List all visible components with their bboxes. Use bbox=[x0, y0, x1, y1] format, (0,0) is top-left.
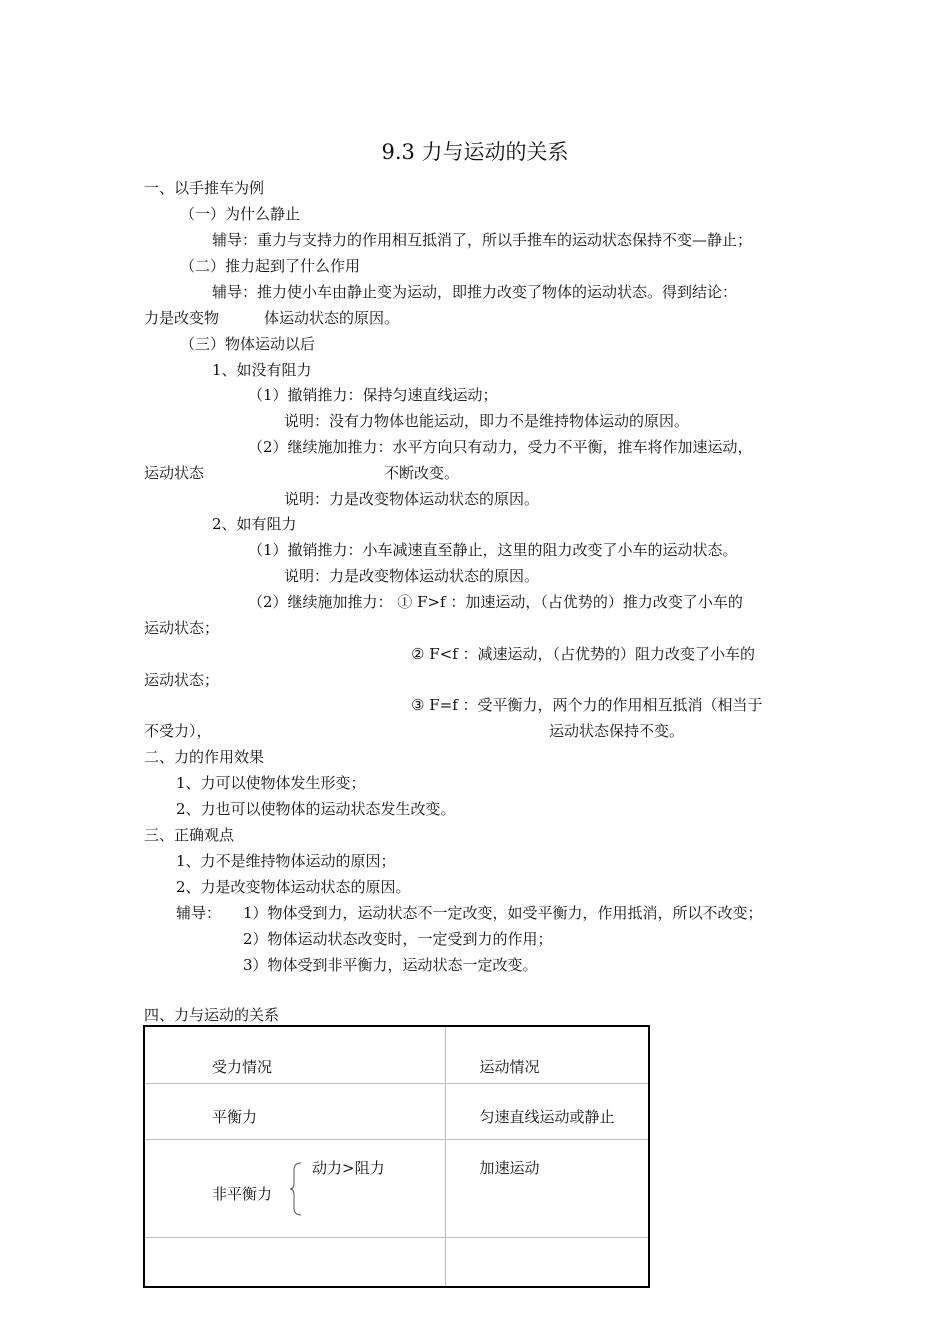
explanation-line: 说明：没有力物体也能运动，即力不是维持物体运动的原因。 bbox=[284, 412, 690, 430]
explanation-line: 说明：力是改变物体运动状态的原因。 bbox=[284, 490, 540, 508]
header-motion: 运动情况 bbox=[479, 1058, 540, 1076]
table-cell bbox=[445, 1237, 649, 1287]
list-item: 2、力是改变物体运动状态的原因。 bbox=[176, 878, 411, 896]
list-item: 2、力也可以使物体的运动状态发生改变。 bbox=[176, 800, 456, 818]
item-line: （1）撤销推力：保持匀速直线运动； bbox=[248, 386, 498, 404]
item-line: （2）继续施加推力： ① F>f ：加速运动，（占优势的）推力改变了小车的 bbox=[248, 593, 743, 611]
table-header-row bbox=[144, 1026, 649, 1083]
item-line: ③ F=f ：受平衡力，两个力的作用相互抵消（相当于 bbox=[411, 696, 763, 714]
table-cell bbox=[144, 1139, 445, 1237]
acceleration-label: 加速运动 bbox=[479, 1158, 540, 1177]
table-row bbox=[144, 1083, 649, 1139]
item-line: ② F<f ：减速运动，（占优势的）阻力改变了小车的 bbox=[411, 645, 756, 663]
table-cell bbox=[144, 1237, 445, 1287]
force-motion-table bbox=[143, 1025, 650, 1288]
explanation-line: 说明：力是改变物体运动状态的原因。 bbox=[284, 567, 540, 585]
subsection-1-a: （一）为什么静止 bbox=[180, 205, 301, 223]
subsection-1-b: （二）推力起到了什么作用 bbox=[180, 257, 361, 275]
section-3-heading: 三、正确观点 bbox=[144, 826, 235, 844]
note-line: 3）物体受到非平衡力，运动状态一定改变。 bbox=[243, 956, 538, 974]
item-line: 运动状态 bbox=[144, 464, 205, 482]
item-line: 运动状态； bbox=[144, 671, 220, 689]
item-line: 不断改变。 bbox=[384, 464, 460, 482]
header-force: 受力情况 bbox=[212, 1058, 273, 1076]
note-line: 1）物体受到力，运动状态不一定改变，如受平衡力，作用抵消，所以不改变； bbox=[243, 904, 763, 922]
note-line: 辅导：重力与支持力的作用相互抵消了，所以手推车的运动状态保持不变—静止； bbox=[212, 231, 753, 249]
table-cell bbox=[445, 1139, 649, 1237]
uniform-motion-label: 匀速直线运动或静止 bbox=[479, 1107, 615, 1126]
table-row bbox=[144, 1139, 649, 1237]
section-1-heading: 一、以手推车为例 bbox=[144, 179, 265, 197]
page-title: 9.3 力与运动的关系 bbox=[381, 140, 569, 164]
driving-greater-label: 动力>阻力 bbox=[312, 1158, 385, 1177]
item-line: 运动状态保持不变。 bbox=[549, 722, 685, 740]
table-cell bbox=[445, 1083, 649, 1139]
item-line: （2）继续施加推力：水平方向只有动力，受力不平衡，推车将作加速运动， bbox=[248, 438, 753, 456]
list-item: 1、力不是维持物体运动的原因； bbox=[176, 852, 396, 870]
note-line: 辅导：推力使小车由静止变为运动，即推力改变了物体的运动状态。得到结论： bbox=[212, 283, 738, 301]
note-line: 2）物体运动状态改变时，一定受到力的作用； bbox=[243, 930, 553, 948]
table-header-cell bbox=[144, 1026, 445, 1083]
section-2-heading: 二、力的作用效果 bbox=[144, 748, 265, 766]
item-heading: 2、如有阻力 bbox=[212, 515, 297, 533]
table-header-cell bbox=[445, 1026, 649, 1083]
item-line: 运动状态； bbox=[144, 619, 220, 637]
balanced-force-label: 平衡力 bbox=[212, 1107, 258, 1126]
list-item: 1、力可以使物体发生形变； bbox=[176, 774, 366, 792]
section-4-heading: 四、力与运动的关系 bbox=[144, 1006, 280, 1024]
item-heading: 1、如没有阻力 bbox=[212, 361, 312, 379]
item-line: （1）撤销推力：小车减速直至静止，这里的阻力改变了小车的运动状态。 bbox=[248, 541, 738, 559]
note-line: 体运动状态的原因。 bbox=[264, 309, 400, 327]
brace-icon bbox=[289, 1162, 303, 1216]
note-label: 辅导： bbox=[176, 904, 222, 922]
note-line: 力是改变物 bbox=[144, 309, 220, 327]
table-row bbox=[144, 1237, 649, 1287]
unbalanced-force-label: 非平衡力 bbox=[212, 1184, 273, 1203]
subsection-1-c: （三）物体运动以后 bbox=[180, 335, 316, 353]
item-line: 不受力）， bbox=[144, 722, 212, 740]
table-cell bbox=[144, 1083, 445, 1139]
